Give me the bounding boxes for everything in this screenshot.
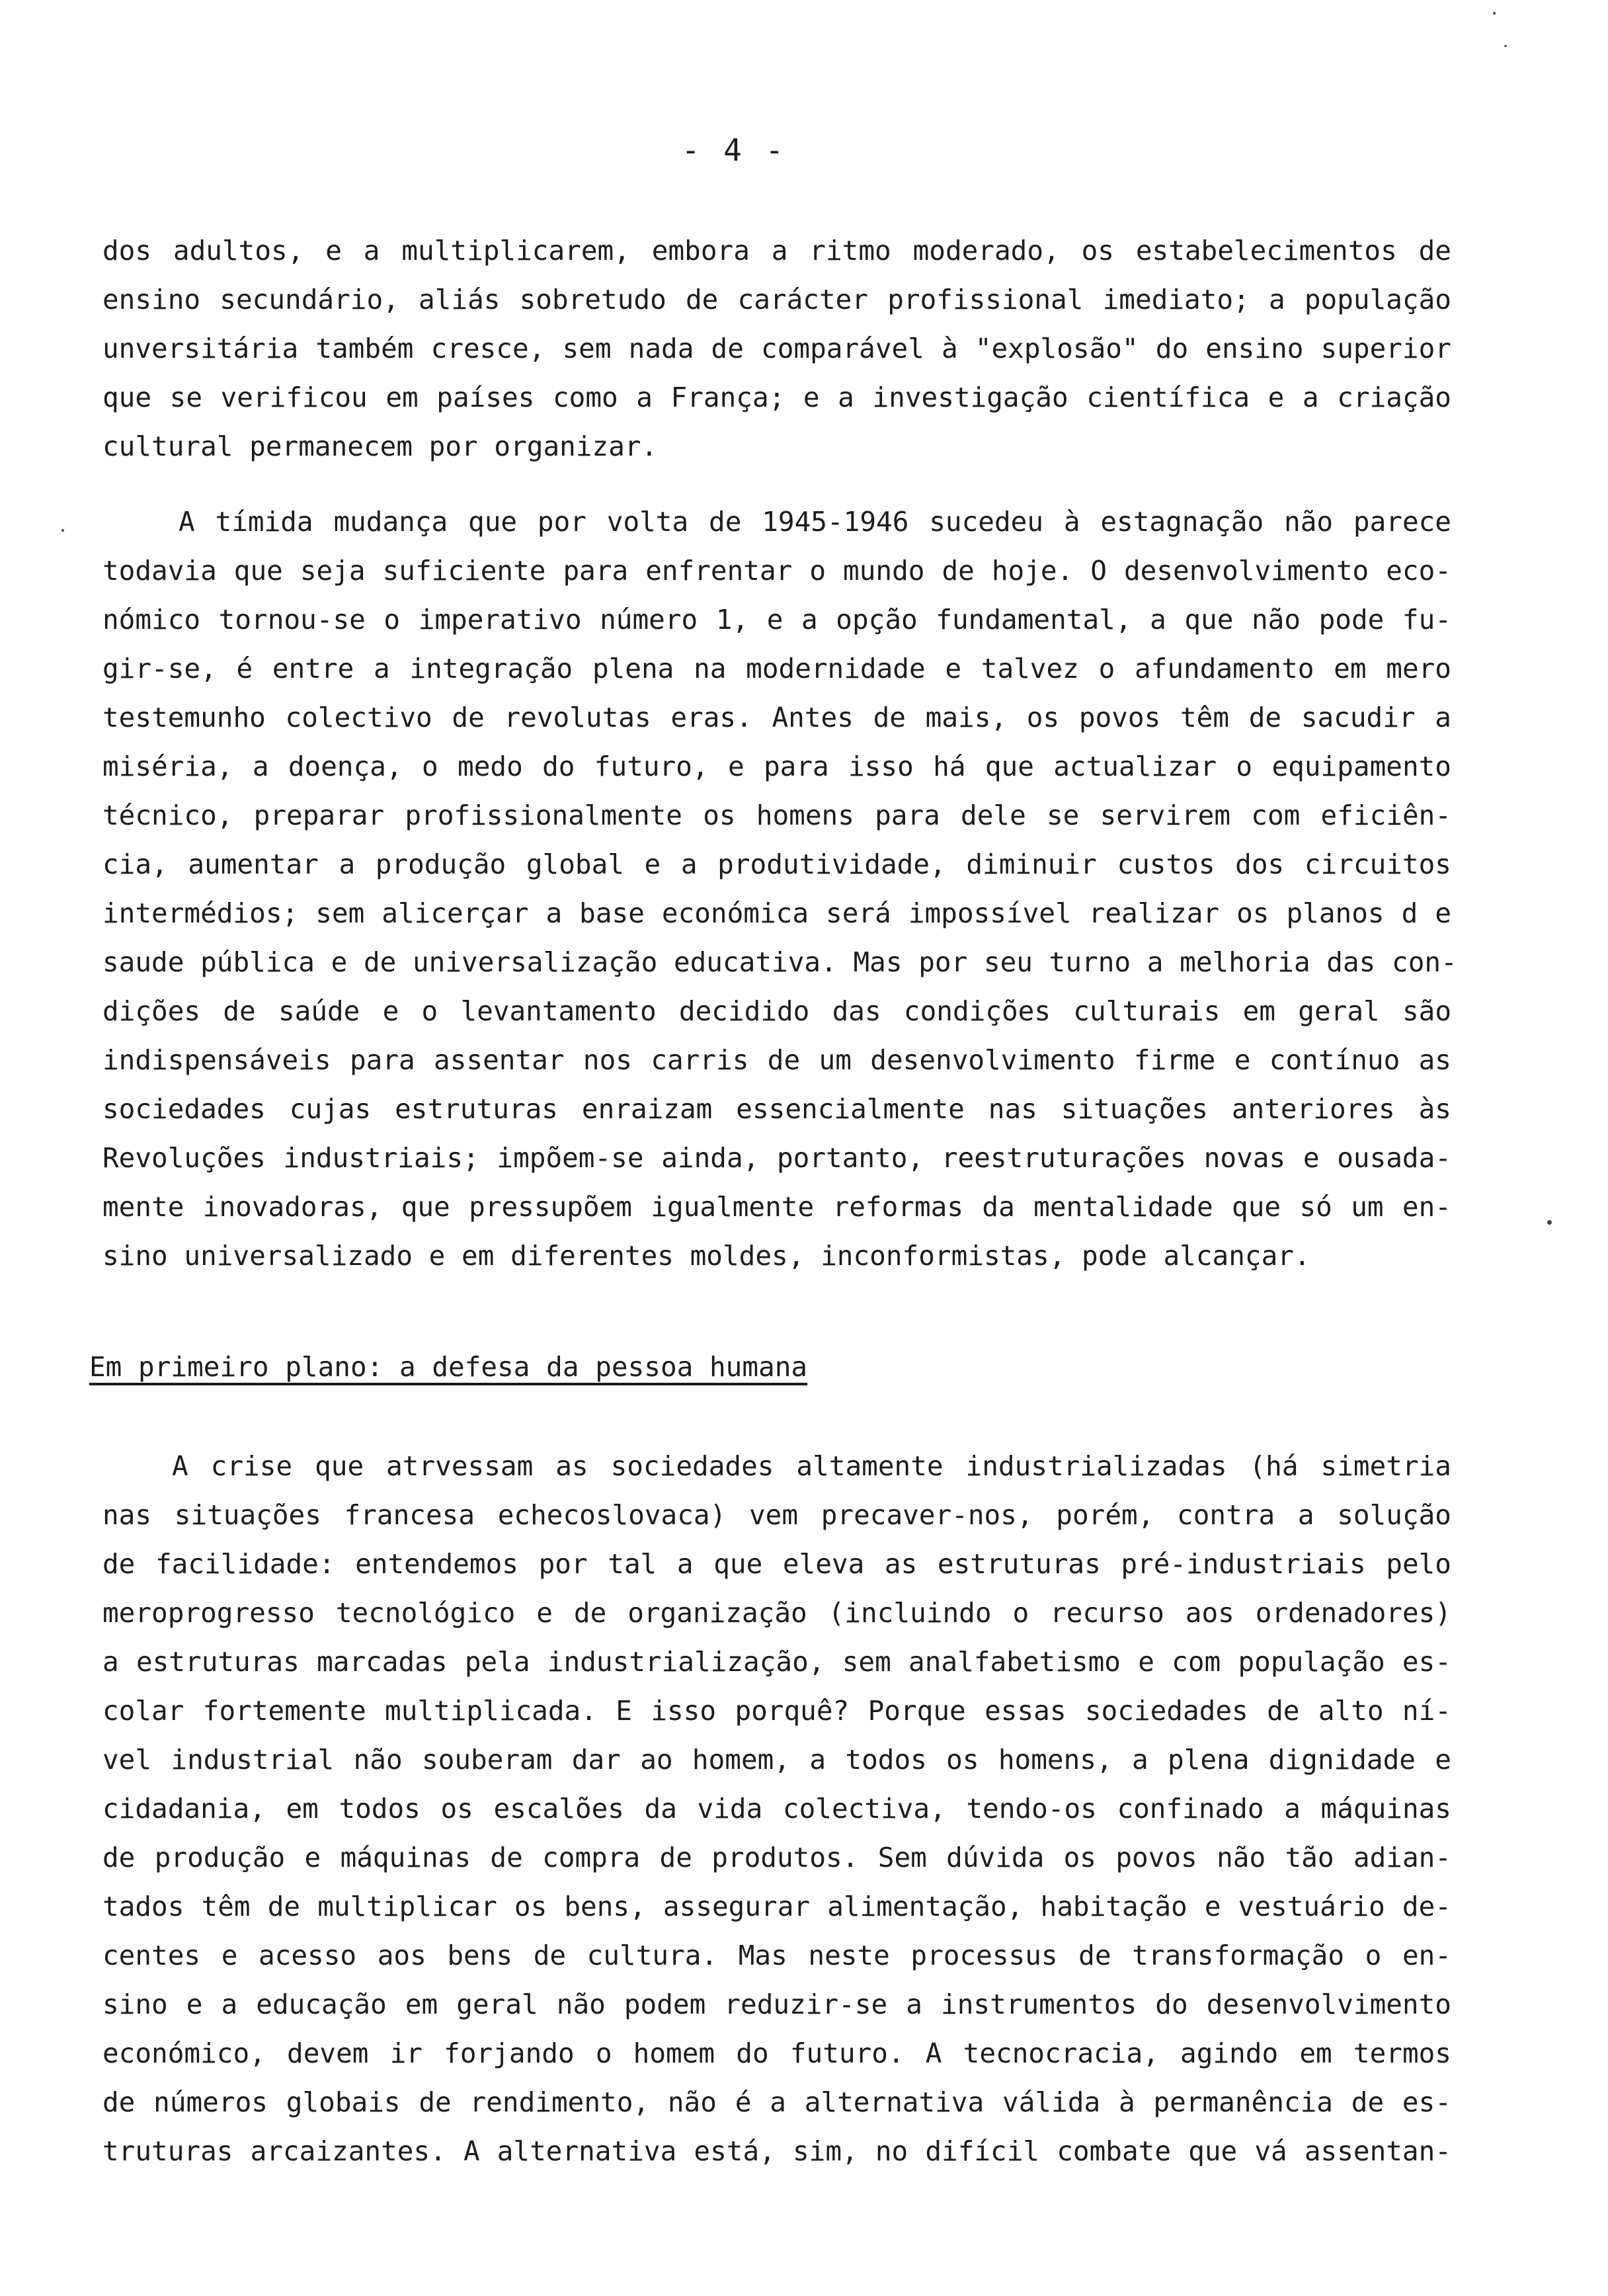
text-line: vel industrial não souberam dar ao homem, a todos os homens, a plena dignidade e xyxy=(102,1744,1451,1776)
text-line: ensino secundário, aliás sobretudo de carácter profissional imediato; a população xyxy=(102,284,1451,315)
text-line: meroprogresso tecnológico e de organização (incluindo o recurso aos ordenadores) xyxy=(102,1597,1451,1629)
section-heading: Em primeiro plano: a defesa da pessoa humana xyxy=(89,1351,808,1383)
paragraph-2 xyxy=(102,497,1457,1280)
text-line: cia, aumentar a produção global e a produtividade, diminuir custos dos circuitos xyxy=(102,848,1451,880)
paragraph-3 xyxy=(102,1442,1451,2176)
scan-speck xyxy=(61,529,64,532)
text-line: A tímida mudança que por volta de 1945-1946 sucedeu à estagnação não parece xyxy=(179,506,1451,538)
scan-speck xyxy=(1504,45,1507,47)
scan-speck xyxy=(1493,12,1496,15)
text-line: nómico tornou-se o imperativo número 1, e a opção fundamental, a que não pode fu- xyxy=(102,604,1451,636)
text-line: sino universalizado e em diferentes moldes, inconformistas, pode alcançar. xyxy=(102,1240,1310,1272)
text-line: miséria, a doença, o medo do futuro, e para isso há que actualizar o equipamento xyxy=(102,751,1451,782)
text-line: unversitária também cresce, sem nada de comparável à "explosão" do ensino superior xyxy=(102,333,1451,364)
text-line: de facilidade: entendemos por tal a que eleva as estruturas pré-industriais pelo xyxy=(102,1548,1451,1580)
page-number: - 4 - xyxy=(681,132,787,168)
text-line: cultural permanecem por organizar. xyxy=(102,430,658,462)
text-line: a estruturas marcadas pela industrialização, sem analfabetismo e com população es- xyxy=(102,1646,1451,1678)
text-line: indispensáveis para assentar nos carris de um desenvolvimento firme e contínuo as xyxy=(102,1044,1451,1076)
text-line: mente inovadoras, que pressupõem igualmente reformas da mentalidade que só um en- xyxy=(102,1191,1451,1223)
text-line: que se verificou em países como a França; e a investigação científica e a criação xyxy=(102,382,1451,413)
text-line: cidadania, em todos os escalões da vida colectiva, tendo-os confinado a máquinas xyxy=(102,1793,1451,1824)
text-line: intermédios; sem alicerçar a base económica será impossível realizar os planos d e xyxy=(102,897,1451,929)
text-line: truturas arcaizantes. A alternativa está, sim, no difícil combate que vá assentan- xyxy=(102,2135,1451,2167)
text-line: de produção e máquinas de compra de produtos. Sem dúvida os povos não tão adian- xyxy=(102,1842,1451,1873)
text-line: de números globais de rendimento, não é a alternativa válida à permanência de es- xyxy=(102,2086,1451,2118)
text-line: A crise que atrvessam as sociedades altamente industrializadas (há simetria xyxy=(172,1450,1451,1482)
text-line: gir-se, é entre a integração plena na modernidade e talvez o afundamento em mero xyxy=(102,653,1451,684)
scan-speck xyxy=(1547,1220,1552,1225)
text-line: sociedades cujas estruturas enraizam essencialmente nas situações anteriores às xyxy=(102,1093,1451,1125)
text-line: nas situações francesa echecoslovaca) vem precaver-nos, porém, contra a solução xyxy=(102,1499,1451,1531)
text-line: testemunho colectivo de revolutas eras. Antes de mais, os povos têm de sacudir a xyxy=(102,702,1451,733)
text-line: colar fortemente multiplicada. E isso porquê? Porque essas sociedades de alto ní- xyxy=(102,1695,1451,1727)
paragraph-1 xyxy=(102,226,1451,471)
text-line: centes e acesso aos bens de cultura. Mas neste processus de transformação o en- xyxy=(102,1940,1451,1971)
text-line: tados têm de multiplicar os bens, assegurar alimentação, habitação e vestuário de- xyxy=(102,1891,1451,1922)
text-line: todavia que seja suficiente para enfrentar o mundo de hoje. O desenvolvimento eco- xyxy=(102,555,1451,587)
text-line: económico, devem ir forjando o homem do futuro. A tecnocracia, agindo em termos xyxy=(102,2037,1451,2069)
text-line: dições de saúde e o levantamento decidido das condições culturais em geral são xyxy=(102,995,1451,1027)
text-line: saude pública e de universalização educativa. Mas por seu turno a melhoria das con- xyxy=(102,946,1457,978)
text-line: sino e a educação em geral não podem reduzir-se a instrumentos do desenvolvimento xyxy=(102,1988,1451,2020)
text-line: técnico, preparar profissionalmente os homens para dele se servirem com eficiên- xyxy=(102,800,1451,831)
text-line: dos adultos, e a multiplicarem, embora a ritmo moderado, os estabelecimentos de xyxy=(102,235,1451,266)
text-line: Revoluções industriais; impõem-se ainda, portanto, reestruturações novas e ousada- xyxy=(102,1142,1451,1174)
